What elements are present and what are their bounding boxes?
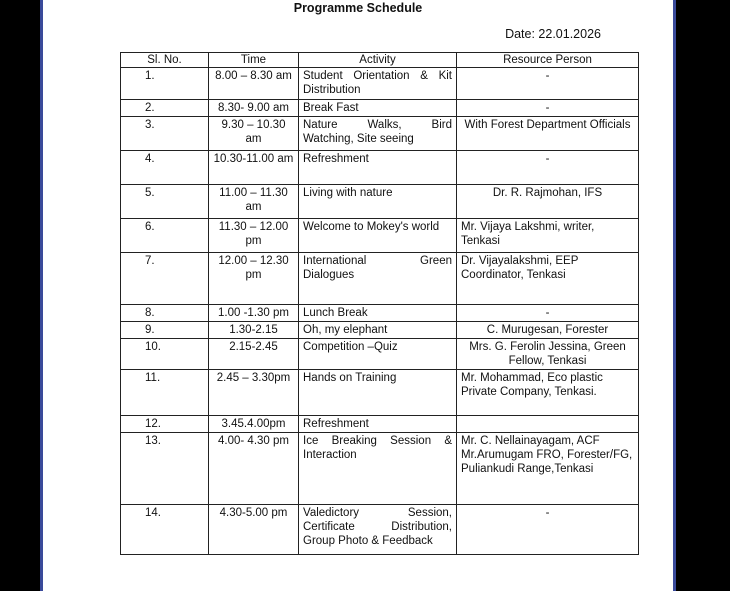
cell-time: 2.45 – 3.30pm bbox=[209, 370, 299, 416]
cell-resource bbox=[457, 416, 639, 433]
table-row bbox=[121, 185, 639, 219]
cell-time: 8.30- 9.00 am bbox=[209, 100, 299, 117]
cell-time: 3.45.4.00pm bbox=[209, 416, 299, 433]
cell-activity: Valedictory Session, Certificate Distribution, Group Photo & Feedback bbox=[299, 505, 457, 555]
cell-resource: With Forest Department Officials bbox=[457, 117, 639, 151]
cell-resource: - bbox=[457, 505, 639, 555]
cell-resource: Mr. Mohammad, Eco plastic Private Company, Tenkasi. bbox=[457, 370, 639, 416]
header-resource-person: Resource Person bbox=[457, 53, 639, 68]
cell-time: 2.15-2.45 bbox=[209, 339, 299, 370]
cell-resource: Dr. R. Rajmohan, IFS bbox=[457, 185, 639, 219]
table-row bbox=[121, 305, 639, 322]
cell-activity: Break Fast bbox=[299, 100, 457, 117]
cell-sl: 2. bbox=[121, 100, 209, 117]
cell-sl: 4. bbox=[121, 151, 209, 185]
table-row bbox=[121, 339, 639, 370]
cell-activity: Competition –Quiz bbox=[299, 339, 457, 370]
cell-sl: 14. bbox=[121, 505, 209, 555]
cell-time: 9.30 – 10.30 am bbox=[209, 117, 299, 151]
table-row bbox=[121, 219, 639, 253]
cell-resource: Dr. Vijayalakshmi, EEP Coordinator, Tenkasi bbox=[457, 253, 639, 305]
cell-activity: Lunch Break bbox=[299, 305, 457, 322]
cell-activity: Hands on Training bbox=[299, 370, 457, 416]
cell-activity: Refreshment bbox=[299, 416, 457, 433]
cell-sl: 13. bbox=[121, 433, 209, 505]
header-time: Time bbox=[209, 53, 299, 68]
cell-sl: 3. bbox=[121, 117, 209, 151]
cell-sl: 5. bbox=[121, 185, 209, 219]
cell-time: 8.00 – 8.30 am bbox=[209, 68, 299, 100]
cell-time: 11.30 – 12.00 pm bbox=[209, 219, 299, 253]
table-row bbox=[121, 68, 639, 100]
cell-activity: Living with nature bbox=[299, 185, 457, 219]
table-row bbox=[121, 370, 639, 416]
cell-time: 4.30-5.00 pm bbox=[209, 505, 299, 555]
cell-time: 12.00 – 12.30 pm bbox=[209, 253, 299, 305]
cell-time: 11.00 – 11.30 am bbox=[209, 185, 299, 219]
table-row bbox=[121, 505, 639, 555]
cell-resource: - bbox=[457, 305, 639, 322]
table-row bbox=[121, 433, 639, 505]
cell-sl: 9. bbox=[121, 322, 209, 339]
table-row bbox=[121, 416, 639, 433]
cell-activity: Nature Walks, Bird Watching, Site seeing bbox=[299, 117, 457, 151]
cell-resource: - bbox=[457, 100, 639, 117]
cell-sl: 6. bbox=[121, 219, 209, 253]
cell-sl: 12. bbox=[121, 416, 209, 433]
document-date: Date: 22.01.2026 bbox=[505, 27, 601, 41]
cell-activity: International Green Dialogues bbox=[299, 253, 457, 305]
cell-resource: - bbox=[457, 151, 639, 185]
cell-time: 10.30-11.00 am bbox=[209, 151, 299, 185]
table-row bbox=[121, 117, 639, 151]
cell-activity: Oh, my elephant bbox=[299, 322, 457, 339]
table-row bbox=[121, 151, 639, 185]
table-row bbox=[121, 100, 639, 117]
document-title: Programme Schedule bbox=[293, 1, 423, 15]
table-row bbox=[121, 253, 639, 305]
cell-sl: 7. bbox=[121, 253, 209, 305]
header-activity: Activity bbox=[299, 53, 457, 68]
cell-time: 1.00 -1.30 pm bbox=[209, 305, 299, 322]
cell-sl: 11. bbox=[121, 370, 209, 416]
cell-activity: Welcome to Mokey's world bbox=[299, 219, 457, 253]
cell-activity: Refreshment bbox=[299, 151, 457, 185]
table-header-row bbox=[121, 53, 639, 68]
document-page bbox=[40, 0, 676, 591]
cell-resource: Mr. Vijaya Lakshmi, writer, Tenkasi bbox=[457, 219, 639, 253]
cell-resource: Mr. C. Nellainayagam, ACF Mr.Arumugam FRO, Forester/FG, Puliankudi Range,Tenkasi bbox=[457, 433, 639, 505]
cell-time: 4.00- 4.30 pm bbox=[209, 433, 299, 505]
cell-resource: C. Murugesan, Forester bbox=[457, 322, 639, 339]
cell-sl: 10. bbox=[121, 339, 209, 370]
cell-sl: 1. bbox=[121, 68, 209, 100]
header-sl-no: Sl. No. bbox=[121, 53, 209, 68]
cell-activity: Ice Breaking Session & Interaction bbox=[299, 433, 457, 505]
schedule-table bbox=[120, 52, 639, 555]
table-row bbox=[121, 322, 639, 339]
cell-activity: Student Orientation & Kit Distribution bbox=[299, 68, 457, 100]
cell-resource: Mrs. G. Ferolin Jessina, Green Fellow, Tenkasi bbox=[457, 339, 639, 370]
cell-sl: 8. bbox=[121, 305, 209, 322]
cell-time: 1.30-2.15 bbox=[209, 322, 299, 339]
cell-resource: - bbox=[457, 68, 639, 100]
